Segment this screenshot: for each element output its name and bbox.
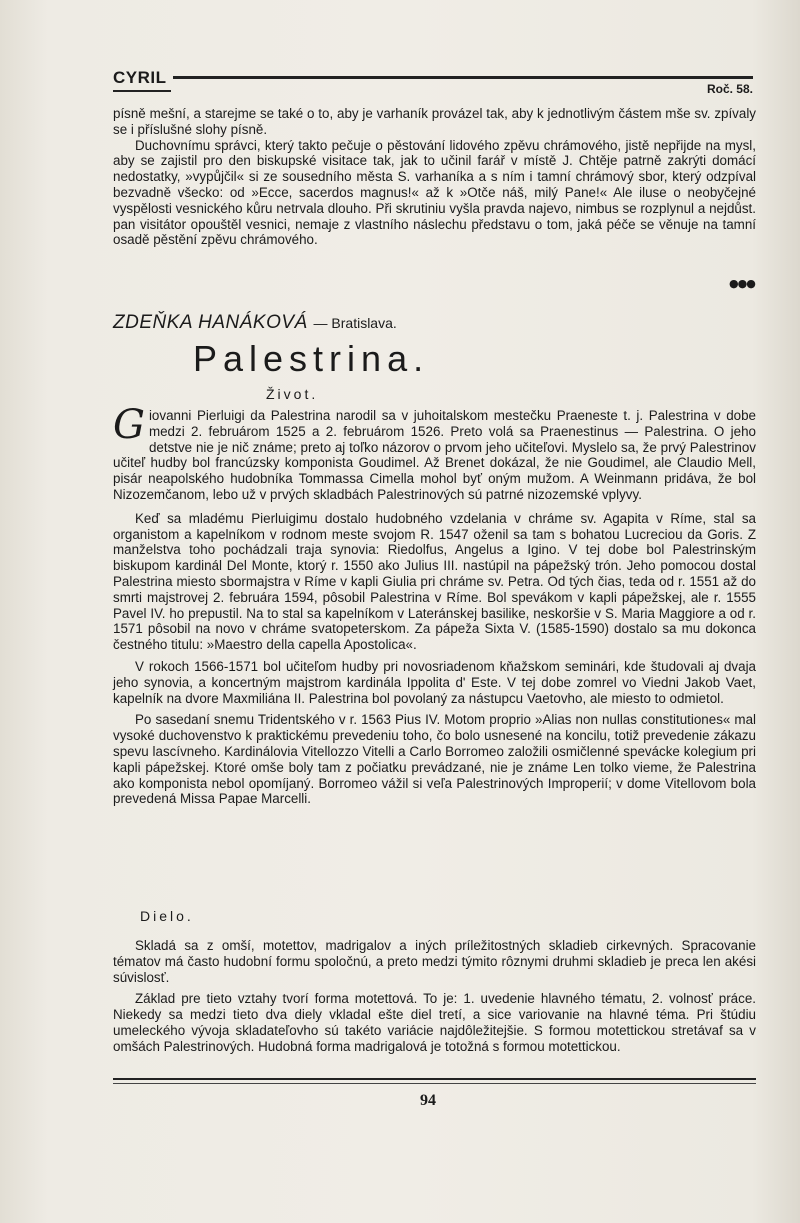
running-header <box>113 68 753 98</box>
author-city: — Bratislava. <box>313 315 397 331</box>
section-heading-works: Dielo. <box>140 908 194 924</box>
works-text <box>113 938 756 1055</box>
article-author <box>113 312 397 334</box>
header-underline <box>113 90 171 92</box>
continued-text <box>113 106 756 248</box>
page-number: 94 <box>420 1092 436 1109</box>
section-heading-life: Život. <box>266 386 319 402</box>
article-title: Palestrina. <box>193 338 430 379</box>
volume-number: Roč. 58. <box>706 82 753 96</box>
footer-rule-thin <box>113 1083 756 1084</box>
paragraph: Keď sa mladému Pierluigimu dostalo hudobného vzdelania v chráme sv. Agapita v Ríme, stal sa organistom a kapelníkom v rodnom meste svojom R. 1547 oženil sa tam s bohatou Lucreciou da Goris. Z manželstva toho pochádzali traja synovia: Riedolfus, Angelus a Igino. V tej dobe bol Palestrinským biskupom kardinál Del Monte, ktorý r. 1550 ako Julius III. nastúpil na pápežský trón. Jeho pomocou dostal Palestrina miesto sbormajstra v Ríme v kapli Giulia pri chráme sv. Petra. Od tých čias, teda od r. 1551 až do smrti majstrovej 2. februára 1594, pôsobil Palestrina v Ríme. Bol spevákom v kapli pápežskej, ale r. 1555 Pavel IV. ho prepustil. Na to stal sa kapelníkom v Lateránskej basilike, neskoršie v S. Maria Maggiore a od r. 1571 pôsobil na novo v chráme svatopeterskom. Za pápeža Sixta V. (1585-1590) dostalo sa mu dokonca čestného titulu: »Maestro della capella Apostolica«. <box>113 510 756 653</box>
paragraph: V rokoch 1566-1571 bol učiteľom hudby pri novosriadenom kňažskom seminári, kde študovali aj dvaja jeho synovia, a koncertným majstrom kardinála Ippolita d' Este. V tej dobe zomrel vo Viedni Jakob Vaet, kapelník na dvore Maxmiliána II. Palestrina bol povolaný za nástupcu Vaetovho, ale miesto to odmietol. <box>113 658 756 706</box>
drop-cap: G <box>113 402 145 448</box>
journal-name: CYRIL <box>113 68 167 87</box>
header-rule <box>173 76 753 79</box>
paragraph: Základ pre tieto vztahy tvorí forma motettová. To je: 1. uvedenie hlavného tématu, 2. volnosť práce. Niekedy sa medzi tieto dva diely vkladal ešte diel tretí, a sice variovanie na hlavné téma. Pri štúdiu umeleckého vývoja skladateľovho sú takéto variácie najdôležitejšie. S formou motettickou stretávaf sa v omšách Palestrinových. Hudobná forma madrigalová je totožná s formou motettickou. <box>113 991 756 1054</box>
author-name: ZDEŇKA HANÁKOVÁ <box>113 312 308 333</box>
footer-rule <box>113 1078 756 1080</box>
paragraph: Duchovnímu správci, který takto pečuje o pěstování lidového zpěvu chrámového, jistě nepřijde na mysl, aby se zajistil pro den biskupské visitace tak, jak to učinil farář v místě J. Chtěje patrně zakrýti domácí nedostatky, »vypůjčil« si ze sousedního města S. varhaníka a s ním i tamní chrámový sbor, který odzpíval bezvadně všecko: od »Ecce, sacerdos magnus!« až k »Otče náš, milý Pane!« Ale iluse o neobyčejné vyspělosti vesnického kůru netrvala dlouho. Při skrutiniu vyšla pravda najevo, nimbus se rozplynul a nejdůst. pan visitátor opouštěl vesnici, nemaje z vlastního náslechu představu o tom, jaká péče se věnuje na tamní osadě pěstění zpěvu chrámového. <box>113 137 756 248</box>
paragraph-text: iovanni Pierluigi da Palestrina narodil sa v juhoitalskom mestečku Praeneste t. j. Palestrina v dobe medzi 2. februárom 1525 a 2. februárom 1526. Preto volá sa Praenestinus — Palestrina. O jeho detstve nie je nič známe; preto aj toľko názorov o prvom jeho učiteľovi. Myslelo sa, že prvý Palestrinov učiteľ hudby bol francúzsky komponista Goudimel. Až Brenet dokázal, že nie Goudimel, ale Claudio Mell, pisár neapolského hudobníka Tommassa Cimella mohol byť oným mužom. A Weinmann pridáva, že bol Nizozemčanom, lebo už v prvých skladbách Palestrinových sú patrné nizozemské vplyvy. <box>113 408 756 502</box>
paragraph <box>113 402 756 503</box>
paragraph: písně mešní, a starejme se také o to, aby je varhaník provázel tak, aby k jednotlivým částem mše sv. zpívaly se i příslušné slohy písně. <box>113 106 756 137</box>
paragraph: Po sasedaní snemu Tridentského v r. 1563 Pius IV. Motom proprio »Alias non nullas constitutiones« mal vysoké duchovenstvo k praktickému prevedeniu toho, čo bolo usnesené na koncilu, totiž prevedenie zákazu spevu lascívneho. Kardinálovia Vitellozzo Vitelli a Carlo Borromeo založili osmičlenné spevácke kolegium pri kapli pápežskej. Ktoré omše boly tam z počiatku prevádzané, nie je známe Len tolko vieme, že Palestrina ako komponista nebol opomíjaný. Borromeo vážil si veľa Palestrinových Improperií; v dome Vitellovom bola prevedená Missa Papae Marcelli. <box>113 712 756 807</box>
biography-text <box>113 402 756 807</box>
section-ornament: ●●● <box>729 277 755 290</box>
paragraph: Skladá sa z omší, motettov, madrigalov a iných príležitostných skladieb cirkevných. Spracovanie tématov má často hudobní formu spoločnú, a preto medzi týmito rôznymi druhmi skladieb je preca len akési súvislosť. <box>113 938 756 985</box>
